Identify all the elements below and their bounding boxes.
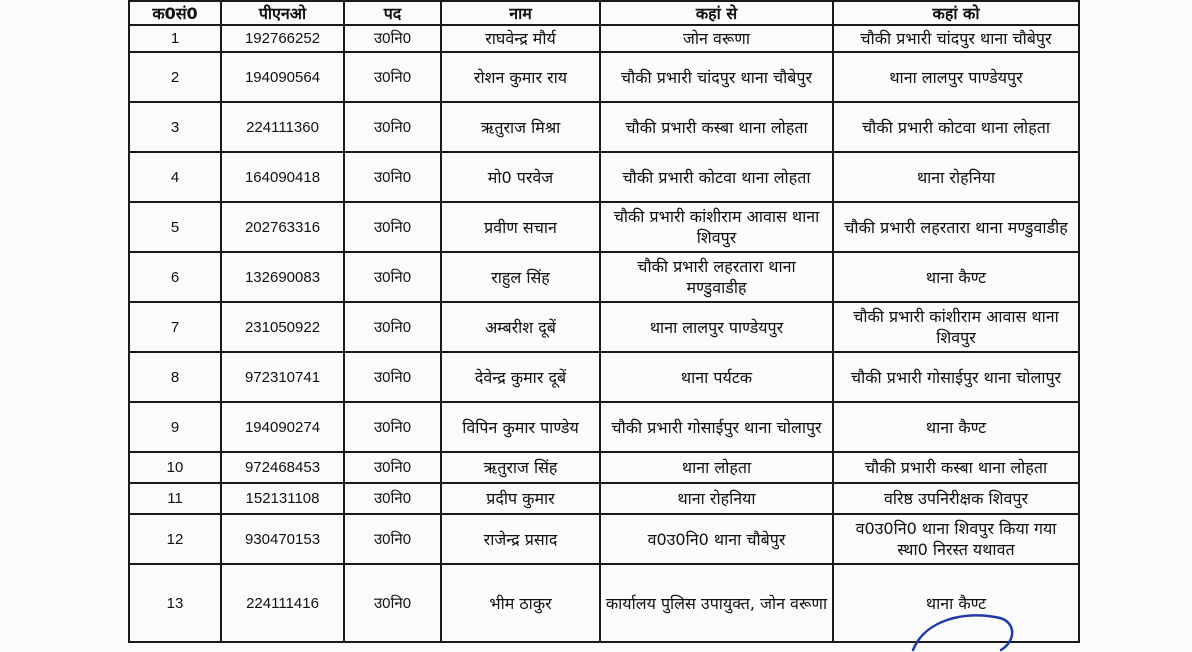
cell-from: व0उ0नि0 थाना चौबेपुर — [600, 514, 833, 564]
header-rank: पद — [344, 1, 441, 25]
cell-to: थाना कैण्ट — [833, 402, 1079, 452]
cell-rank: उ0नि0 — [344, 252, 441, 302]
header-serial-no: क0सं0 — [129, 1, 221, 25]
table-row — [129, 352, 1079, 402]
cell-pno: 164090418 — [221, 152, 344, 202]
cell-rank: उ0नि0 — [344, 564, 441, 642]
cell-name: ऋतुराज सिंह — [441, 452, 600, 483]
cell-serial-no: 2 — [129, 52, 221, 102]
cell-from: चौकी प्रभारी कस्बा थाना लोहता — [600, 102, 833, 152]
cell-rank: उ0नि0 — [344, 202, 441, 252]
table-row — [129, 252, 1079, 302]
cell-serial-no: 3 — [129, 102, 221, 152]
cell-serial-no: 13 — [129, 564, 221, 642]
cell-pno: 972468453 — [221, 452, 344, 483]
header-pno: पीएनओ — [221, 1, 344, 25]
cell-serial-no: 12 — [129, 514, 221, 564]
cell-from: थाना रोहनिया — [600, 483, 833, 514]
cell-pno: 152131108 — [221, 483, 344, 514]
transfer-table — [128, 0, 1080, 643]
cell-from: थाना लोहता — [600, 452, 833, 483]
cell-to: चौकी प्रभारी कोटवा थाना लोहता — [833, 102, 1079, 152]
cell-from: जोन वरूणा — [600, 25, 833, 52]
table-row — [129, 452, 1079, 483]
cell-from: चौकी प्रभारी कोटवा थाना लोहता — [600, 152, 833, 202]
signature-mark — [905, 600, 1025, 652]
cell-pno: 202763316 — [221, 202, 344, 252]
cell-pno: 224111360 — [221, 102, 344, 152]
cell-serial-no: 9 — [129, 402, 221, 452]
cell-name: अम्बरीश दूबें — [441, 302, 600, 352]
table-row — [129, 402, 1079, 452]
cell-rank: उ0नि0 — [344, 302, 441, 352]
cell-name: प्रवीण सचान — [441, 202, 600, 252]
cell-to: चौकी प्रभारी गोसाईपुर थाना चोलापुर — [833, 352, 1079, 402]
cell-pno: 194090274 — [221, 402, 344, 452]
cell-to: थाना रोहनिया — [833, 152, 1079, 202]
cell-to: वरिष्ठ उपनिरीक्षक शिवपुर — [833, 483, 1079, 514]
cell-rank: उ0नि0 — [344, 483, 441, 514]
cell-pno: 231050922 — [221, 302, 344, 352]
cell-pno: 930470153 — [221, 514, 344, 564]
table-row — [129, 483, 1079, 514]
cell-name: भीम ठाकुर — [441, 564, 600, 642]
cell-serial-no: 11 — [129, 483, 221, 514]
cell-rank: उ0नि0 — [344, 102, 441, 152]
cell-pno: 224111416 — [221, 564, 344, 642]
cell-pno: 192766252 — [221, 25, 344, 52]
cell-pno: 132690083 — [221, 252, 344, 302]
cell-name: विपिन कुमार पाण्डेय — [441, 402, 600, 452]
table-row — [129, 25, 1079, 52]
cell-rank: उ0नि0 — [344, 152, 441, 202]
table-row — [129, 152, 1079, 202]
cell-to: चौकी प्रभारी लहरतारा थाना मण्डुवाडीह — [833, 202, 1079, 252]
cell-from: चौकी प्रभारी चांदपुर थाना चौबेपुर — [600, 52, 833, 102]
cell-serial-no: 6 — [129, 252, 221, 302]
table-row — [129, 52, 1079, 102]
cell-from: कार्यालय पुलिस उपायुक्त, जोन वरूणा — [600, 564, 833, 642]
cell-name: रोशन कुमार राय — [441, 52, 600, 102]
cell-rank: उ0नि0 — [344, 352, 441, 402]
cell-serial-no: 1 — [129, 25, 221, 52]
table-header-row — [129, 1, 1079, 25]
header-from: कहां से — [600, 1, 833, 25]
cell-rank: उ0नि0 — [344, 452, 441, 483]
cell-from: चौकी प्रभारी कांशीराम आवास थाना शिवपुर — [600, 202, 833, 252]
cell-name: राघवेन्द्र मौर्य — [441, 25, 600, 52]
table-row — [129, 202, 1079, 252]
cell-serial-no: 5 — [129, 202, 221, 252]
cell-pno: 972310741 — [221, 352, 344, 402]
cell-serial-no: 7 — [129, 302, 221, 352]
table-row — [129, 514, 1079, 564]
cell-from: थाना लालपुर पाण्डेयपुर — [600, 302, 833, 352]
cell-serial-no: 4 — [129, 152, 221, 202]
cell-name: राजेन्द्र प्रसाद — [441, 514, 600, 564]
header-name: नाम — [441, 1, 600, 25]
cell-name: प्रदीप कुमार — [441, 483, 600, 514]
cell-rank: उ0नि0 — [344, 25, 441, 52]
cell-to: थाना कैण्ट — [833, 252, 1079, 302]
cell-to: चौकी प्रभारी चांदपुर थाना चौबेपुर — [833, 25, 1079, 52]
header-to: कहां को — [833, 1, 1079, 25]
cell-to: व0उ0नि0 थाना शिवपुर किया गया स्था0 निरस्त यथावत — [833, 514, 1079, 564]
cell-to: थाना लालपुर पाण्डेयपुर — [833, 52, 1079, 102]
cell-rank: उ0नि0 — [344, 402, 441, 452]
cell-from: चौकी प्रभारी लहरतारा थाना मण्डुवाडीह — [600, 252, 833, 302]
table-row — [129, 302, 1079, 352]
cell-serial-no: 10 — [129, 452, 221, 483]
cell-pno: 194090564 — [221, 52, 344, 102]
table-row — [129, 102, 1079, 152]
cell-name: ऋतुराज मिश्रा — [441, 102, 600, 152]
cell-to: चौकी प्रभारी कस्बा थाना लोहता — [833, 452, 1079, 483]
cell-from: चौकी प्रभारी गोसाईपुर थाना चोलापुर — [600, 402, 833, 452]
cell-to: थाना कैण्ट — [833, 564, 1079, 642]
cell-rank: उ0नि0 — [344, 514, 441, 564]
cell-name: देवेन्द्र कुमार दूबें — [441, 352, 600, 402]
cell-name: मो0 परवेज — [441, 152, 600, 202]
cell-serial-no: 8 — [129, 352, 221, 402]
cell-rank: उ0नि0 — [344, 52, 441, 102]
cell-name: राहुल सिंह — [441, 252, 600, 302]
cell-to: चौकी प्रभारी कांशीराम आवास थाना शिवपुर — [833, 302, 1079, 352]
cell-from: थाना पर्यटक — [600, 352, 833, 402]
